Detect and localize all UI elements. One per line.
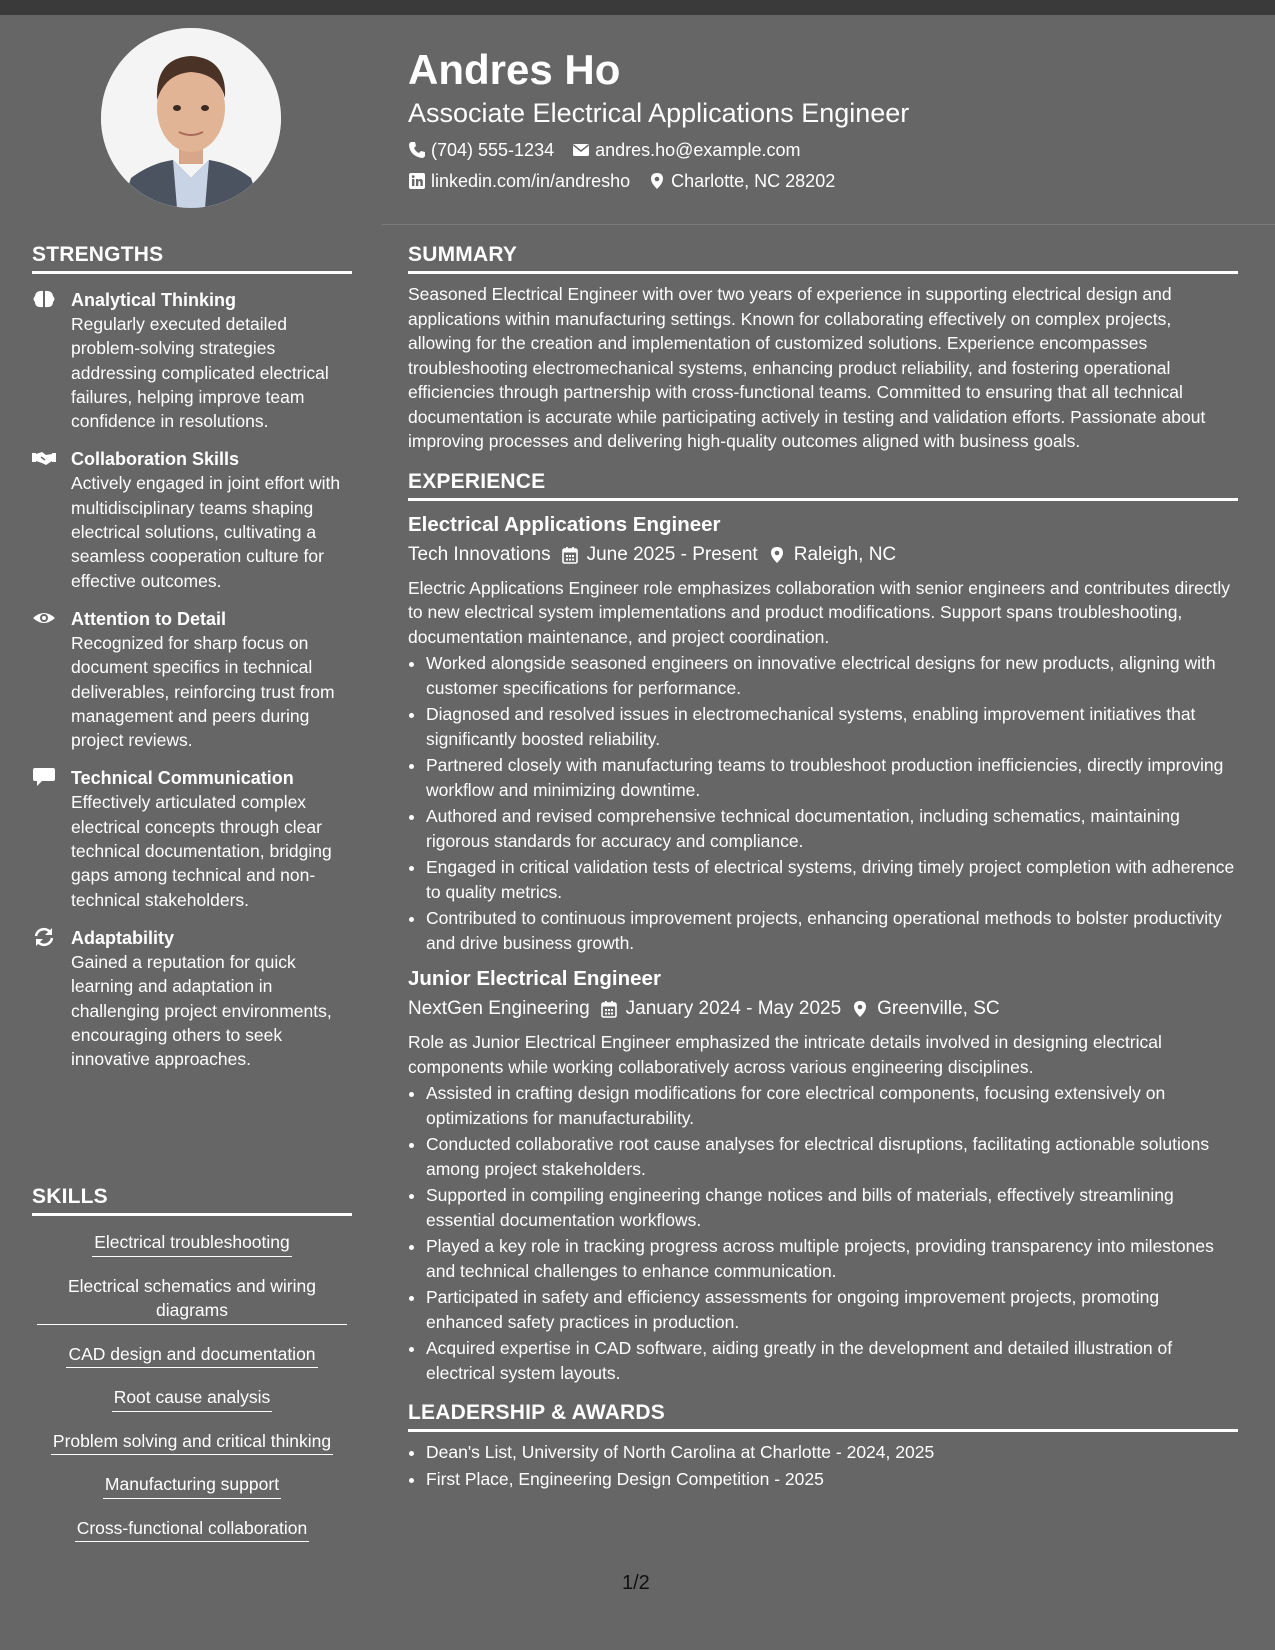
job-bullet: • Participated in safety and efficiency assessments for ongoing improvement projects, promoting enhanced safety practices in production. [426, 1285, 1238, 1334]
job-bullet: • Engaged in critical validation tests of electrical systems, driving timely project completion with adherence to quality metrics. [426, 855, 1238, 904]
contact-row [408, 139, 1238, 161]
awards-heading: LEADERSHIP & AWARDS [408, 1401, 1238, 1432]
map-pin-icon [648, 172, 666, 190]
strength-title: Collaboration Skills [71, 449, 240, 470]
job-location [851, 996, 1000, 1022]
strength-title: Attention to Detail [71, 608, 226, 629]
strength-title: Analytical Thinking [71, 290, 237, 310]
job-bullet: • Supported in compiling engineering change notices and bills of materials, effectively streamlining essential documentation workflows. [426, 1183, 1238, 1232]
strength-item [32, 766, 352, 911]
contact-row-2 [408, 170, 1238, 192]
skill-tag: Problem solving and critical thinking [51, 1429, 333, 1456]
summary-text: Seasoned Electrical Engineer with over two years of experience in supporting electrical design and applications within manufacturing settings. Known for collaborating effectively on complex projects, allowing for the creation and implementation of customized solutions. Experience encompasses troubleshooting electromechanical systems, enhancing product reliability, and fostering operational efficiencies through partnership with cross-functional teams. Committed to ensuring that all technical documentation is accurate while participating actively in testing and validation efforts. Passionate about improving processes and delivering high-quality outcomes aligned with business goals. [408, 284, 1206, 451]
awards-section [408, 1401, 1238, 1491]
job-location-text: Greenville, SC [877, 998, 1000, 1019]
speech-bubble-icon [32, 767, 56, 787]
job-bullet: • Worked alongside seasoned engineers on innovative electrical designs for new products, aligning with customer specifications for performance. [426, 651, 1238, 700]
job-dates-text: June 2025 - Present [586, 543, 758, 565]
job-title: Electrical Applications Engineer [408, 512, 721, 536]
job-bullets [408, 651, 1238, 955]
candidate-role: Associate Electrical Applications Engineer [408, 98, 910, 128]
strengths-heading: STRENGTHS [32, 243, 352, 274]
candidate-name: Andres Ho [408, 46, 621, 93]
skill-tag: Electrical troubleshooting [92, 1230, 292, 1257]
job-dates [600, 996, 841, 1022]
avatar [101, 28, 281, 208]
job-bullet: • Acquired expertise in CAD software, aiding greatly in the development and detailed illustration of electrical system layouts. [426, 1336, 1238, 1385]
handshake-icon [32, 448, 56, 468]
strength-item [32, 288, 352, 433]
job-bullet: • Partnered closely with manufacturing teams to troubleshoot production inefficiencies, directly improving workflow and minimizing downtime. [426, 753, 1238, 802]
location-text: Charlotte, NC 28202 [671, 171, 836, 191]
location-contact [648, 170, 835, 192]
main-column [408, 243, 1238, 1507]
skill-tag: Manufacturing support [103, 1472, 281, 1499]
job-meta [408, 542, 1238, 568]
job-title: Junior Electrical Engineer [408, 967, 661, 990]
map-pin-icon [851, 1000, 869, 1018]
strengths-section [32, 243, 352, 1071]
portrait-photo [101, 28, 281, 208]
strength-desc: Recognized for sharp focus on document specifics in technical deliverables, reinforcing trust from management and peers during project reviews. [71, 632, 335, 751]
job-bullet: • Conducted collaborative root cause analyses for electrical disruptions, facilitating actionable solutions among project stakeholders. [426, 1132, 1238, 1181]
skills-list [32, 1230, 352, 1542]
map-pin-icon [768, 546, 786, 564]
job-company: Tech Innovations [408, 543, 551, 565]
linkedin-link[interactable]: linkedin.com/in/andresho [431, 171, 631, 191]
job-description: Electric Applications Engineer role emphasizes collaboration with senior engineers and contributes directly to new electrical system implementations and product modifications. Support spans troubleshooting, documentation maintenance, and project coordination. [408, 577, 1230, 647]
skills-section [32, 1185, 352, 1559]
page-indicator: 1/2 [622, 1572, 650, 1594]
job-entry [408, 511, 1238, 956]
skills-heading: SKILLS [32, 1185, 352, 1216]
header-divider [382, 224, 1275, 225]
phone-text: (704) 555-1234 [431, 140, 555, 160]
brain-icon [32, 289, 56, 309]
job-bullet: • Played a key role in tracking progress across multiple projects, providing transparency into milestones and technical challenges to enhance communication. [426, 1234, 1238, 1283]
strength-desc: Actively engaged in joint effort with multidisciplinary teams shaping electrical solutions, cultivating a seamless cooperation culture for effective outcomes. [71, 473, 341, 591]
skill-tag: Cross-functional collaboration [75, 1516, 310, 1543]
calendar-icon [600, 1000, 618, 1018]
strength-desc: Regularly executed detailed problem-solving strategies addressing complicated electrical failures, helping improve team confidence in resolutions. [71, 314, 329, 432]
skill-tag: Electrical schematics and wiring diagrams [37, 1274, 347, 1325]
strength-item [32, 926, 352, 1071]
job-bullet: • Contributed to continuous improvement projects, enhancing operational methods to bolster productivity and drive business growth. [426, 906, 1238, 955]
award-item: • Dean's List, University of North Carolina at Charlotte - 2024, 2025 [426, 1440, 1238, 1465]
strength-desc: Gained a reputation for quick learning and adaptation in challenging project environments, encouraging others to seek innovative approaches. [71, 951, 332, 1070]
resume-header [408, 44, 1238, 192]
skill-tag: Root cause analysis [112, 1385, 273, 1412]
strength-item [32, 607, 352, 752]
summary-heading: SUMMARY [408, 243, 1238, 274]
job-bullet: • Authored and revised comprehensive technical documentation, including schematics, maintaining rigorous standards for accuracy and compliance. [426, 804, 1238, 853]
phone-contact [408, 139, 554, 161]
envelope-icon [572, 141, 590, 159]
experience-heading: EXPERIENCE [408, 470, 1238, 501]
strength-title: Adaptability [71, 927, 175, 948]
email-link[interactable]: andres.ho@example.com [595, 140, 801, 160]
calendar-icon [561, 546, 579, 564]
job-bullet: • Assisted in crafting design modifications for core electrical components, focusing extensively on optimizations for manufacturability. [426, 1081, 1238, 1130]
job-bullets [408, 1081, 1238, 1385]
job-meta [408, 996, 1238, 1022]
job-dates [561, 542, 758, 568]
award-item: • First Place, Engineering Design Competition - 2025 [426, 1467, 1238, 1492]
top-bar [0, 0, 1275, 15]
job-bullet: • Diagnosed and resolved issues in electromechanical systems, enabling improvement initiatives that significantly boosted reliability. [426, 702, 1238, 751]
job-company: NextGen Engineering [408, 998, 590, 1019]
job-location-text: Raleigh, NC [793, 543, 897, 565]
strength-desc: Effectively articulated complex electrical concepts through clear technical documentation, bridging gaps among technical and non-technical stakeholders. [71, 792, 332, 910]
experience-section [408, 470, 1238, 1386]
strength-title: Technical Communication [71, 768, 294, 789]
refresh-icon [32, 927, 56, 947]
skill-tag: CAD design and documentation [66, 1342, 317, 1369]
job-entry [408, 965, 1238, 1385]
job-location [768, 542, 896, 568]
job-description: Role as Junior Electrical Engineer emphasized the intricate details involved in designing electrical components while working collaboratively across various engineering disciplines. [408, 1032, 1162, 1077]
summary-section [408, 243, 1238, 454]
linkedin-icon [408, 172, 426, 190]
phone-icon [408, 141, 426, 159]
awards-list [408, 1440, 1238, 1491]
job-dates-text: January 2024 - May 2025 [625, 998, 842, 1019]
email-contact[interactable] [572, 139, 800, 161]
eye-icon [32, 608, 56, 628]
linkedin-contact[interactable] [408, 170, 630, 192]
strength-item [32, 447, 352, 592]
